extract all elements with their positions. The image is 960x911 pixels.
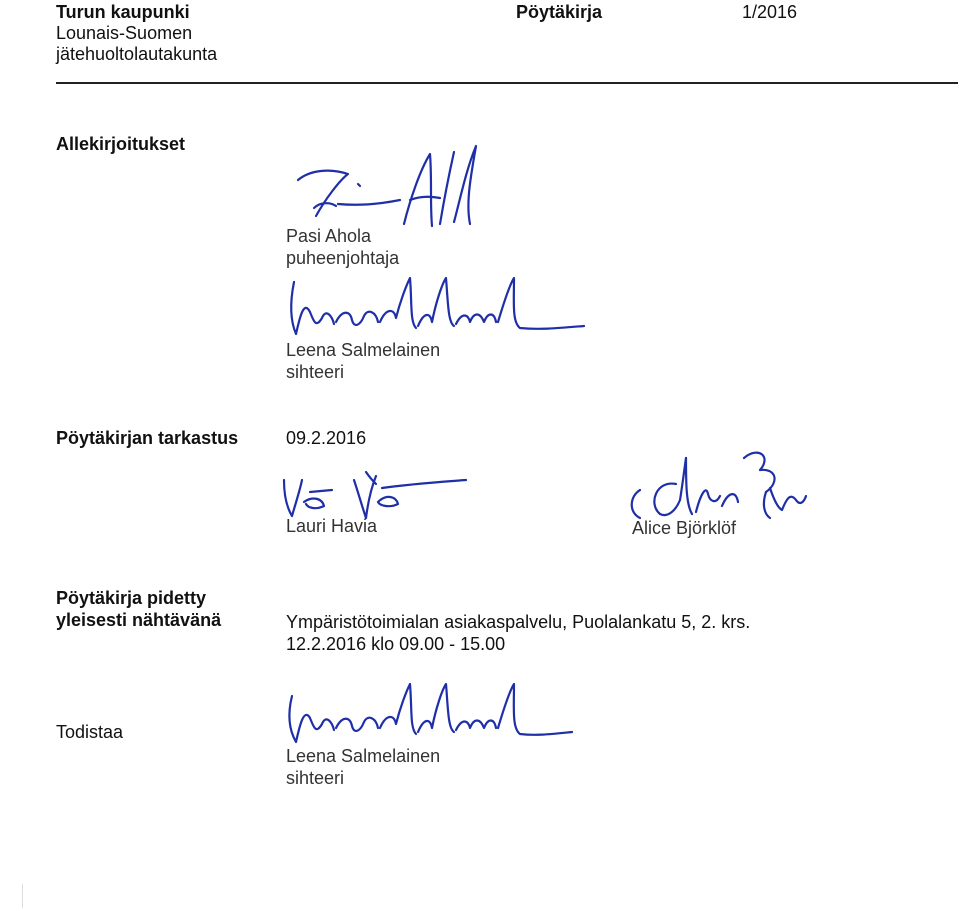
public-display-location: Ympäristötoimialan asiakaspalvelu, Puolalankatu 5, 2. krs.	[286, 612, 751, 632]
public-display-label-line2: yleisesti nähtävänä	[56, 610, 222, 630]
document-type: Pöytäkirja	[516, 2, 603, 22]
public-display-time: 12.2.2016 klo 09.00 - 15.00	[286, 634, 506, 654]
certifier-name: Leena Salmelainen	[286, 746, 441, 766]
review-date: 09.2.2016	[286, 428, 367, 448]
secretary-role: sihteeri	[286, 362, 345, 382]
secretary-name: Leena Salmelainen	[286, 340, 441, 360]
certifier-signature	[280, 672, 580, 752]
signatures-heading: Allekirjoitukset	[56, 134, 186, 154]
chair-signature	[270, 140, 510, 230]
organization-name: Turun kaupunki	[56, 2, 190, 22]
header-divider	[56, 82, 958, 84]
reviewer1-name: Lauri Havia	[286, 516, 378, 536]
reviewer2-signature	[610, 448, 810, 528]
margin-mark	[22, 884, 23, 908]
chair-name: Pasi Ahola	[286, 226, 372, 246]
chair-role: puheenjohtaja	[286, 248, 400, 268]
public-display-label-line1: Pöytäkirja pidetty	[56, 588, 207, 608]
document-number: 1/2016	[742, 2, 798, 22]
organization-board: jätehuoltolautakunta	[56, 44, 218, 64]
certification-label: Todistaa	[56, 722, 124, 742]
organization-region: Lounais-Suomen	[56, 23, 193, 43]
reviewer2-name: Alice Björklöf	[632, 518, 737, 538]
certifier-role: sihteeri	[286, 768, 345, 788]
review-label: Pöytäkirjan tarkastus	[56, 428, 239, 448]
